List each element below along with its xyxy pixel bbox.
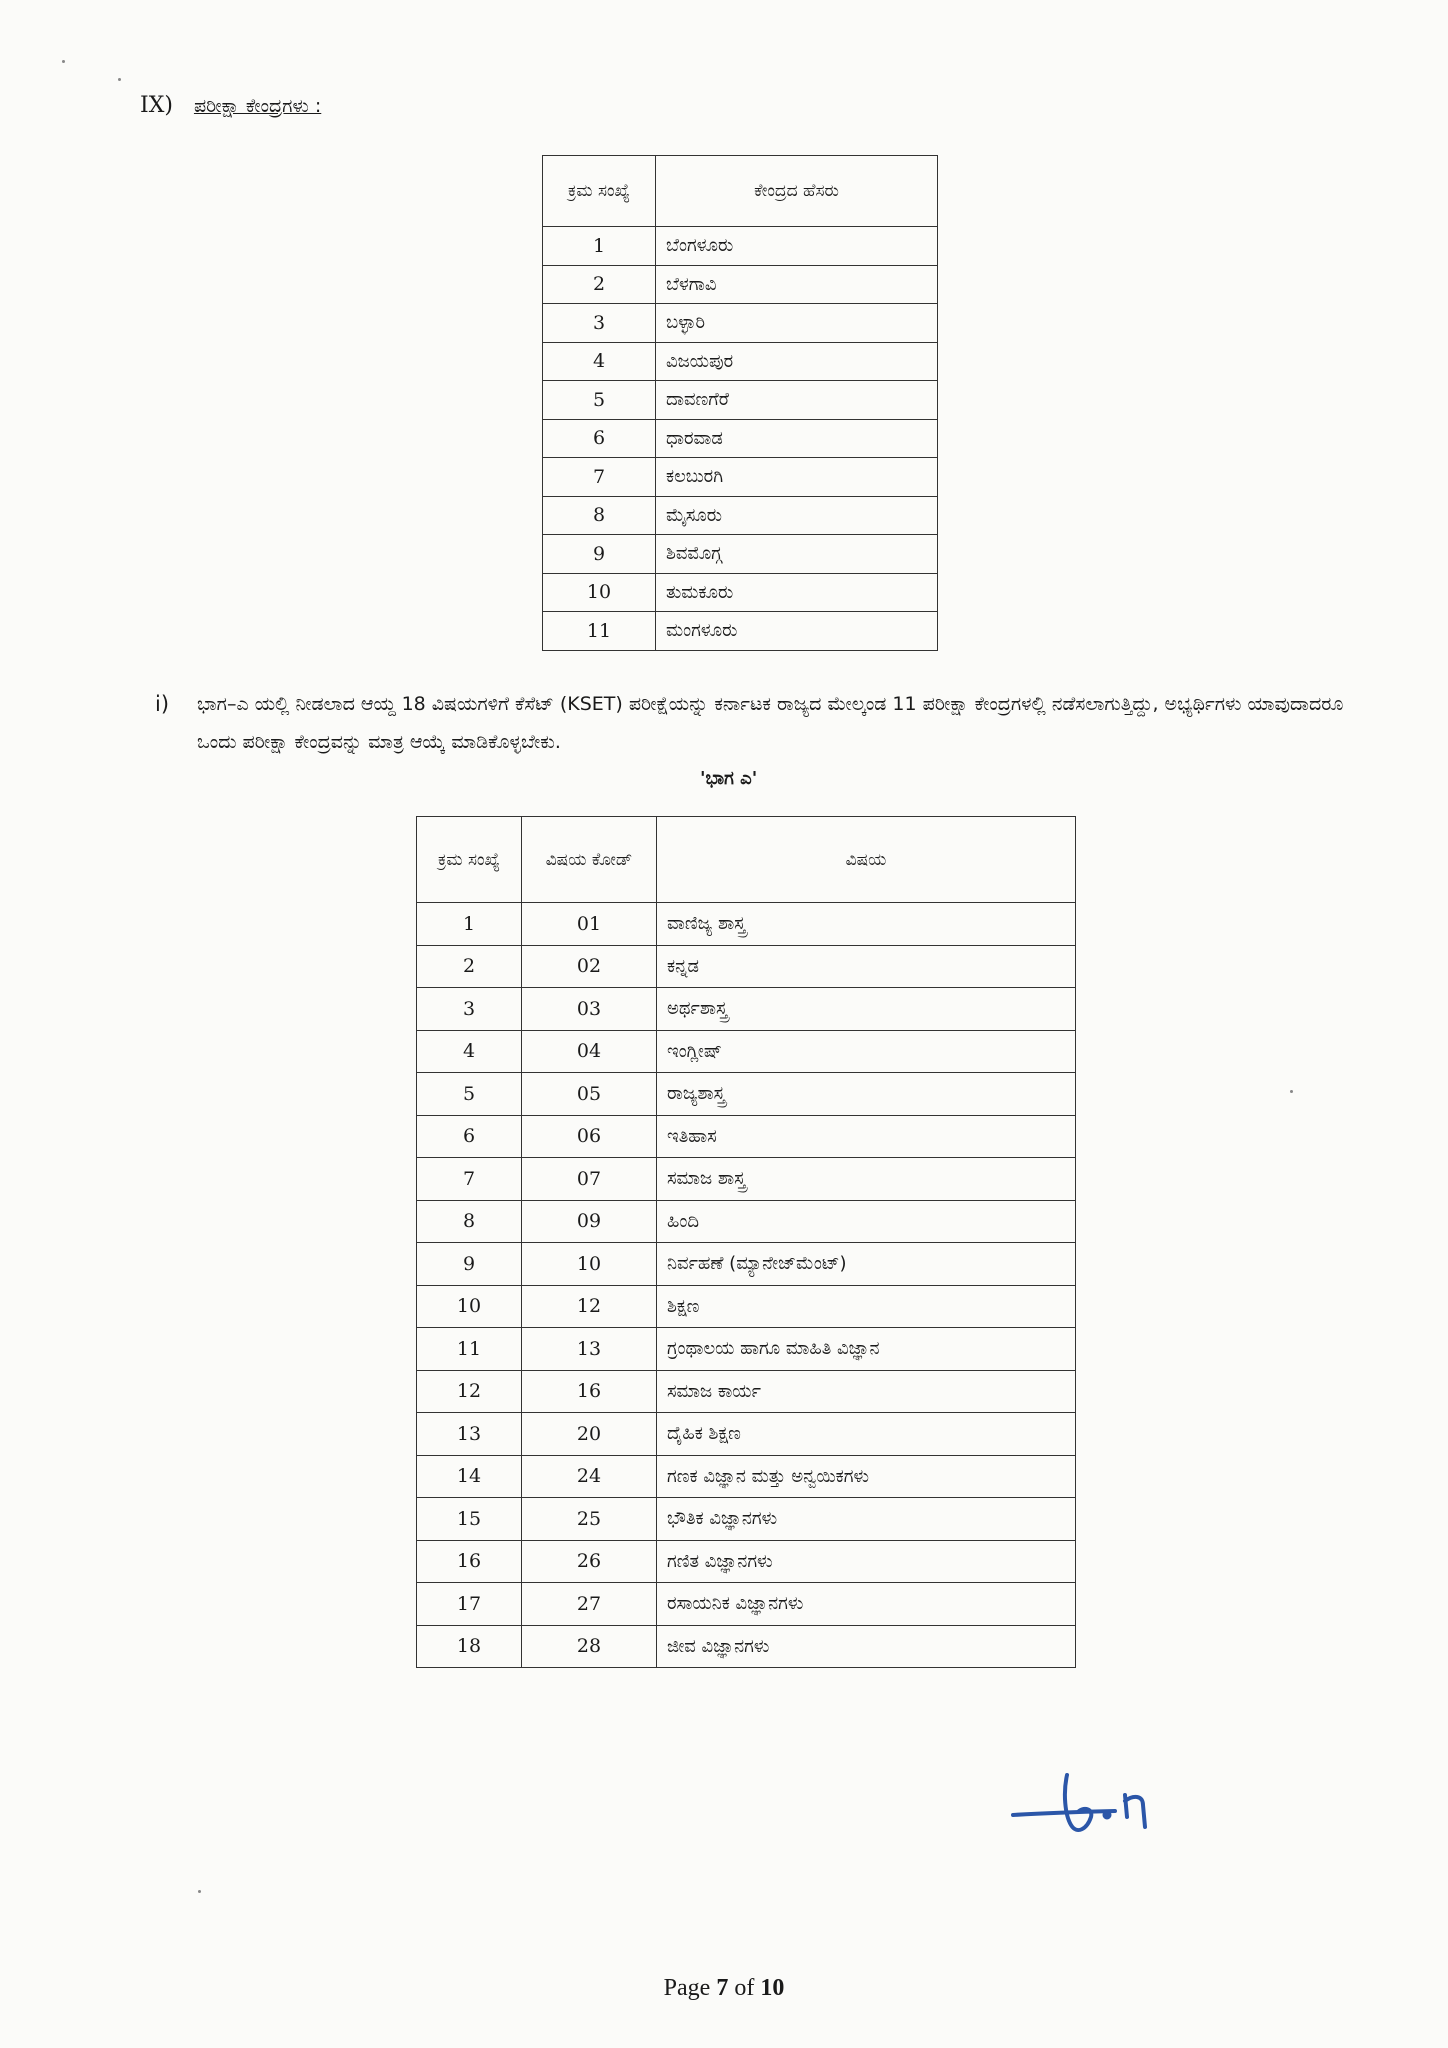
- table-header-row: [417, 817, 1076, 903]
- page-current: 7: [716, 1975, 729, 2001]
- table-row: [417, 988, 1076, 1031]
- page-prefix: Page: [663, 1975, 711, 2001]
- subject-name: ಕನ್ನಡ: [657, 945, 1076, 988]
- part-title: 'ಭಾಗ ಎ': [700, 768, 758, 789]
- subject-code: 13: [522, 1328, 657, 1371]
- header-subject-code: ವಿಷಯ ಕೋಡ್: [522, 817, 657, 903]
- subject-serial: 8: [417, 1200, 522, 1243]
- table-row: [543, 612, 938, 651]
- table-row: [417, 1370, 1076, 1413]
- scan-speck: [198, 1890, 201, 1893]
- signature-stroke: [1125, 1795, 1145, 1827]
- table-row: [543, 535, 938, 574]
- section-heading: [140, 90, 321, 122]
- subject-code: 24: [522, 1455, 657, 1498]
- table-row: [417, 1073, 1076, 1116]
- subject-name: ಗ್ರಂಥಾಲಯ ಹಾಗೂ ಮಾಹಿತಿ ವಿಜ್ಞಾನ: [657, 1328, 1076, 1371]
- table-row: [417, 1413, 1076, 1456]
- section-label: IX): [140, 93, 173, 118]
- section-title: ಪರೀಕ್ಷಾ ಕೇಂದ್ರಗಳು :: [193, 95, 322, 117]
- subject-name: ಅರ್ಥಶಾಸ್ತ್ರ: [657, 988, 1076, 1031]
- subject-code: 25: [522, 1498, 657, 1541]
- table-row: [543, 381, 938, 420]
- subject-code: 27: [522, 1583, 657, 1626]
- header-subject: ವಿಷಯ: [657, 817, 1076, 903]
- table-row: [543, 342, 938, 381]
- table-row: [417, 945, 1076, 988]
- table-row: [417, 1328, 1076, 1371]
- center-name: ಬಳ್ಳಾರಿ: [656, 304, 938, 343]
- subject-serial: 14: [417, 1455, 522, 1498]
- subject-name: ಜೀವ ವಿಜ್ಞಾನಗಳು: [657, 1625, 1076, 1668]
- center-name: ಮಂಗಳೂರು: [656, 612, 938, 651]
- subject-name: ಭೌತಿಕ ವಿಜ್ಞಾನಗಳು: [657, 1498, 1076, 1541]
- subject-name: ಗಣಿತ ವಿಜ್ಞಾನಗಳು: [657, 1540, 1076, 1583]
- signature-dot: [1105, 1813, 1110, 1818]
- header-serial: ಕ್ರಮ ಸಂಖ್ಯೆ: [543, 156, 656, 227]
- subject-code: 03: [522, 988, 657, 1031]
- signature-stroke: [1065, 1775, 1091, 1830]
- table-row: [543, 419, 938, 458]
- subject-serial: 9: [417, 1243, 522, 1286]
- subject-code: 12: [522, 1285, 657, 1328]
- subject-serial: 4: [417, 1030, 522, 1073]
- table-row: [543, 458, 938, 497]
- scan-speck: [62, 60, 65, 63]
- table-row: [543, 496, 938, 535]
- subject-serial: 2: [417, 945, 522, 988]
- table-row: [417, 1200, 1076, 1243]
- table-row: [417, 903, 1076, 946]
- table-row: [417, 1243, 1076, 1286]
- center-name: ಶಿವಮೊಗ್ಗ: [656, 535, 938, 574]
- subject-serial: 10: [417, 1285, 522, 1328]
- page-of: of: [734, 1975, 755, 2001]
- subject-serial: 3: [417, 988, 522, 1031]
- table-row: [417, 1625, 1076, 1668]
- subject-name: ಶಿಕ್ಷಣ: [657, 1285, 1076, 1328]
- page-number: [0, 1975, 1448, 2002]
- subject-name: ಸಮಾಜ ಕಾರ್ಯ: [657, 1370, 1076, 1413]
- signature-stroke: [1013, 1811, 1115, 1815]
- subject-serial: 11: [417, 1328, 522, 1371]
- center-serial: 9: [543, 535, 656, 574]
- center-name: ಬೆಳಗಾವಿ: [656, 265, 938, 304]
- subject-name: ಹಿಂದಿ: [657, 1200, 1076, 1243]
- handwritten-signature: [1005, 1765, 1165, 1845]
- subject-name: ಇಂಗ್ಲೀಷ್: [657, 1030, 1076, 1073]
- center-serial: 10: [543, 573, 656, 612]
- paragraph-marker: i): [155, 692, 170, 716]
- center-name: ವಿಜಯಪುರ: [656, 342, 938, 381]
- center-serial: 7: [543, 458, 656, 497]
- paragraph-text: ಭಾಗ–ಎ ಯಲ್ಲಿ ನೀಡಲಾದ ಆಯ್ದ 18 ವಿಷಯಗಳಿಗೆ ಕೆಸೆಟ್ (KSET) ಪರೀಕ್ಷೆಯನ್ನು ಕರ್ನಾಟಕ ರಾಜ್ಯದ ಮೇಲ್ಕಂಡ 11 ಪರೀಕ್ಷಾ ಕೇಂದ್ರಗಳಲ್ಲಿ ನಡೆಸಲಾಗುತ್ತಿದ್ದು, ಅಭ್ಯರ್ಥಿಗಳು ಯಾವುದಾದರೂ ಒಂದು ಪರೀಕ್ಷಾ ಕೇಂದ್ರವನ್ನು ಮಾತ್ರ ಆಯ್ಕೆ ಮಾಡಿಕೊಳ್ಳಬೇಕು.: [197, 693, 1344, 753]
- table-header-row: [543, 156, 938, 227]
- header-center-name: ಕೇಂದ್ರದ ಹೆಸರು: [656, 156, 938, 227]
- center-name: ಕಲಬುರಗಿ: [656, 458, 938, 497]
- subject-serial: 17: [417, 1583, 522, 1626]
- subject-name: ರಾಜ್ಯಶಾಸ್ತ್ರ: [657, 1073, 1076, 1116]
- table-row: [543, 265, 938, 304]
- subject-serial: 16: [417, 1540, 522, 1583]
- subject-code: 20: [522, 1413, 657, 1456]
- center-serial: 2: [543, 265, 656, 304]
- subject-code: 09: [522, 1200, 657, 1243]
- subject-code: 16: [522, 1370, 657, 1413]
- subject-name: ವಾಣಿಜ್ಯ ಶಾಸ್ತ್ರ: [657, 903, 1076, 946]
- scan-speck: [118, 78, 121, 81]
- scan-speck: [1290, 1090, 1293, 1093]
- header-serial: ಕ್ರಮ ಸಂಖ್ಯೆ: [417, 817, 522, 903]
- subject-code: 10: [522, 1243, 657, 1286]
- subject-serial: 12: [417, 1370, 522, 1413]
- subject-name: ಸಮಾಜ ಶಾಸ್ತ್ರ: [657, 1158, 1076, 1201]
- table-row: [417, 1030, 1076, 1073]
- centers-table-body: [543, 227, 938, 651]
- table-row: [543, 227, 938, 266]
- subject-code: 02: [522, 945, 657, 988]
- center-serial: 1: [543, 227, 656, 266]
- subjects-table: [416, 816, 1076, 1668]
- table-row: [543, 304, 938, 343]
- table-row: [417, 1158, 1076, 1201]
- table-row: [417, 1285, 1076, 1328]
- subject-code: 06: [522, 1115, 657, 1158]
- center-serial: 8: [543, 496, 656, 535]
- subject-name: ಇತಿಹಾಸ: [657, 1115, 1076, 1158]
- instruction-paragraph: [155, 685, 1355, 761]
- table-row: [417, 1540, 1076, 1583]
- subject-code: 05: [522, 1073, 657, 1116]
- subject-code: 07: [522, 1158, 657, 1201]
- subject-serial: 6: [417, 1115, 522, 1158]
- center-serial: 5: [543, 381, 656, 420]
- center-name: ಮೈಸೂರು: [656, 496, 938, 535]
- subject-name: ದೈಹಿಕ ಶಿಕ್ಷಣ: [657, 1413, 1076, 1456]
- table-row: [417, 1115, 1076, 1158]
- center-serial: 3: [543, 304, 656, 343]
- center-name: ತುಮಕೂರು: [656, 573, 938, 612]
- page-total: 10: [760, 1975, 785, 2001]
- subject-serial: 18: [417, 1625, 522, 1668]
- subject-serial: 15: [417, 1498, 522, 1541]
- table-row: [417, 1455, 1076, 1498]
- center-serial: 11: [543, 612, 656, 651]
- subjects-table-body: [417, 903, 1076, 1668]
- center-name: ಬೆಂಗಳೂರು: [656, 227, 938, 266]
- table-row: [417, 1498, 1076, 1541]
- exam-centers-table: [542, 155, 938, 651]
- subject-code: 28: [522, 1625, 657, 1668]
- table-row: [417, 1583, 1076, 1626]
- subject-name: ರಸಾಯನಿಕ ವಿಜ್ಞಾನಗಳು: [657, 1583, 1076, 1626]
- subject-serial: 5: [417, 1073, 522, 1116]
- center-name: ಧಾರವಾಡ: [656, 419, 938, 458]
- subject-code: 01: [522, 903, 657, 946]
- subject-name: ನಿರ್ವಹಣೆ (ಮ್ಯಾನೇಜ್‌ಮೆಂಟ್): [657, 1243, 1076, 1286]
- subject-serial: 7: [417, 1158, 522, 1201]
- subject-serial: 1: [417, 903, 522, 946]
- subject-code: 26: [522, 1540, 657, 1583]
- center-name: ದಾವಣಗೆರೆ: [656, 381, 938, 420]
- table-row: [543, 573, 938, 612]
- subject-serial: 13: [417, 1413, 522, 1456]
- center-serial: 6: [543, 419, 656, 458]
- center-serial: 4: [543, 342, 656, 381]
- subject-code: 04: [522, 1030, 657, 1073]
- subject-name: ಗಣಕ ವಿಜ್ಞಾನ ಮತ್ತು ಅನ್ವಯಿಕಗಳು: [657, 1455, 1076, 1498]
